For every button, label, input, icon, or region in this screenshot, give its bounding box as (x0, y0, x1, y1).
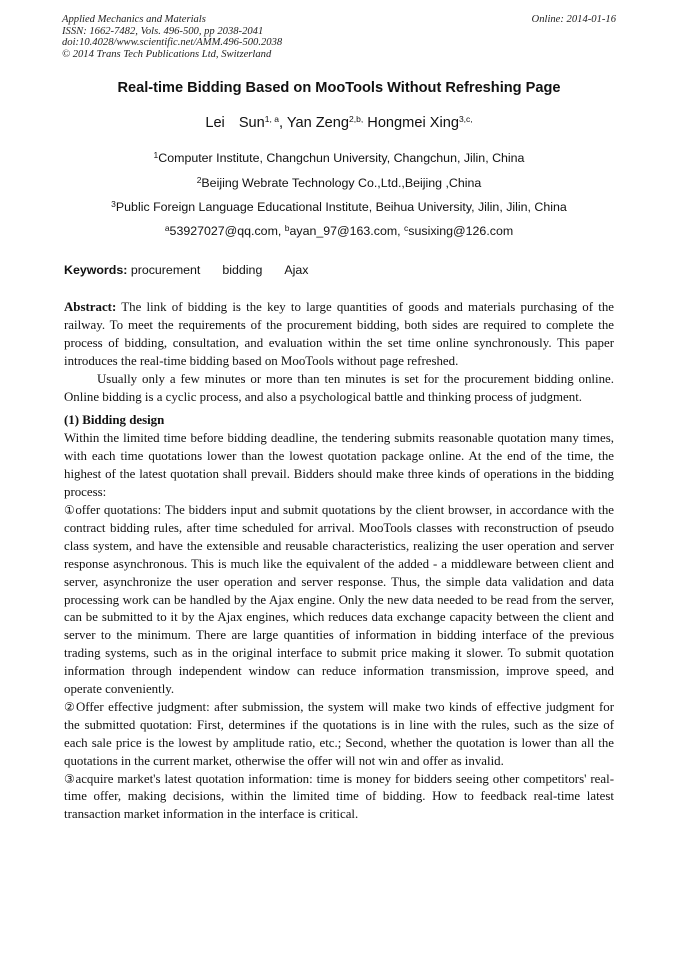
keyword: Ajax (284, 263, 309, 277)
author-last-name: Sun (238, 115, 265, 131)
paper-body (64, 299, 614, 824)
affiliation-2: $^2$Beijing Webrate Technology Co.,Ltd.,Beijing ,China (196, 175, 482, 190)
keywords-label: Keywords: (64, 263, 128, 277)
email-link[interactable]: 53927027@qq.com, (169, 224, 285, 238)
section-intro: Within the limited time before bidding deadline, the tendering submits reasonable quotation many times, with each time quotations lower than the lowest quotation package online. At the end of the time, the highest of the latest quotation shall prevail. Bidders should make three kinds of operations in the bidding process: (64, 431, 614, 500)
keywords-line (64, 263, 308, 277)
circled-two-marker: ② (64, 699, 76, 714)
list-item-offer-quotations: ①offer quotations: The bidders input and submit quotations by the client browser, in accordance with the contract bidding rules, after time scheduled for arrival. MooTools classes with reconstruction of pseudo class system, and have the extensible and reusable characteristics, realizing the user operation and server response asynchronous. This is much like the equivalent of the added - a middleware between client and server, asynchronize the user operation and server response. Thus, the simple data validation and data processing work can be handled by the Ajax engine. Only the new data needed to be read from the server, can be submitted to it by the Ajax engines, which reduces data exchange capacity between the client and server to the minimum. There are large quantities of information in bidding interface of the previous trading systems, such as in the original interface to submit price making it slower. To submit quotation information through independent window can reduce information transmission, improve speed, and operate conveniently. (64, 502, 615, 697)
author-list: Lei Sun$^{1, a}$, Yan Zeng$^{2,b,}$ Hongmei Xing$^{3,c,}$ (205, 114, 473, 131)
author-name: Hongmei Xing (367, 115, 459, 131)
author-sup: 3,c, (458, 114, 473, 124)
section-heading: (1) Bidding design (64, 413, 165, 428)
author-sup: 1, a (264, 114, 279, 124)
abstract-paragraph: Abstract: The link of bidding is the key to large quantities of goods and materials purchasing of the railway. To meet the requirements of the procurement bidding, both sides are required to complete the process of bidding, consultation, and evaluation within the set time online synchronously. This paper introduces the real-time bidding based on MooTools without page refreshed. (64, 300, 614, 368)
paper-title: Real-time Bidding Based on MooTools Without Refreshing Page (117, 80, 561, 96)
author-emails: $^a$53927027@qq.com, $^b$ayan_97@163.com, $^c$susixing@126.com (164, 223, 514, 238)
keyword: bidding (222, 263, 263, 277)
list-item-market-information: ③acquire market's latest quotation information: time is money for bidders seeing other competitors' real-time offer, making decisions, within the limited time of bidding. How to feedback real-time latest transaction market information in the interface is critical. (64, 771, 614, 822)
copyright-line: © 2014 Trans Tech Publications Ltd, Switzerland (62, 48, 272, 60)
email-link[interactable]: susixing@126.com (408, 224, 514, 238)
affiliation-3: $^3$Public Foreign Language Educational Institute, Beihua University, Jilin, Jilin, China (111, 199, 567, 214)
keyword: procurement (130, 263, 201, 277)
circled-three-marker: ③ (64, 771, 76, 786)
doi-line: doi:10.4028/www.scientific.net/AMM.496-500.2038 (62, 37, 283, 49)
list-item-effective-judgment: ②Offer effective judgment: after submission, the system will make two kinds of effective judgment for the submitted quotation: First, determines if the quotations is in line with the rules, such as the size of each sale price is the lowest by amplitude ratio, etc.; Second, whether the quotation is lower than all the quotations in the current market, otherwise the offer will not win and offer as invalid. (64, 699, 614, 768)
journal-name: Applied Mechanics and Materials (62, 14, 206, 25)
author-name: Yan Zeng (286, 115, 350, 131)
issn-line: ISSN: 1662-7482, Vols. 496-500, pp 2038-2041 (62, 25, 264, 37)
author-sup: 2,b, (349, 114, 364, 124)
journal-header (62, 14, 616, 60)
email-link[interactable]: ayan_97@163.com, (289, 224, 405, 238)
online-date: Online: 2014-01-16 (531, 14, 616, 25)
affiliation-1: $^1$Computer Institute, Changchun University, Changchun, Jilin, China (153, 150, 525, 165)
abstract-label: Abstract: (64, 300, 117, 314)
author-first-name: Lei (205, 115, 225, 131)
circled-one-marker: ① (64, 502, 76, 517)
abstract-paragraph-2: Usually only a few minutes or more than ten minutes is set for the procurement bidding online. Online bidding is a cyclic process, and also a psychological battle and thinking process of judgment. (64, 371, 614, 404)
